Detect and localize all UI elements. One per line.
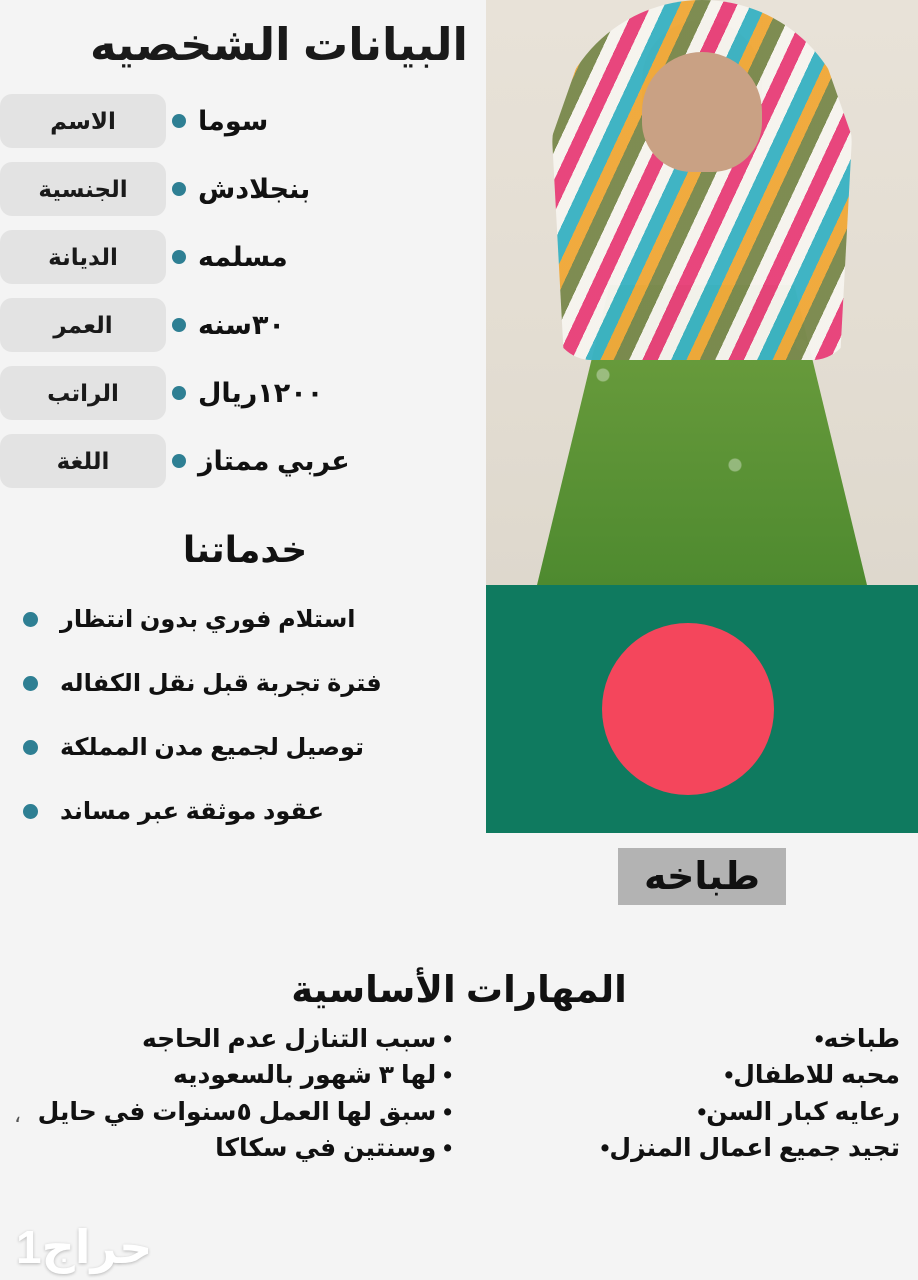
- services-list: [0, 587, 490, 843]
- list-item: رعايه كبار السن•: [697, 1097, 900, 1126]
- field-value-religion: مسلمه: [198, 241, 288, 272]
- skills-column-left: [500, 1021, 900, 1166]
- service-text: فترة تجربة قبل نقل الكفاله: [60, 669, 382, 697]
- personal-fields-list: [0, 87, 490, 495]
- list-item: [0, 651, 490, 715]
- list-item: • وسنتين في سكاكا: [215, 1133, 452, 1162]
- field-label-nationality: الجنسية: [0, 162, 166, 216]
- flag-circle: [602, 623, 774, 795]
- table-row: [0, 291, 490, 359]
- field-label-religion: الديانة: [0, 230, 166, 284]
- bangladesh-flag-icon: [486, 585, 918, 833]
- page-title: البيانات الشخصيه: [89, 19, 468, 70]
- field-value-age: ٣٠سنه: [198, 309, 285, 340]
- field-label-name: الاسم: [0, 94, 166, 148]
- bullet-icon: [172, 454, 186, 468]
- field-label-salary: الراتب: [0, 366, 166, 420]
- bullet-icon: [23, 740, 38, 755]
- table-row: [0, 427, 490, 495]
- personal-info-panel: [0, 0, 490, 960]
- field-label-age: العمر: [0, 298, 166, 352]
- table-row: [0, 87, 490, 155]
- bullet-icon: [23, 676, 38, 691]
- watermark: حراج1: [16, 1221, 153, 1273]
- field-value-nationality: بنجلادش: [198, 173, 311, 204]
- table-row: [0, 223, 490, 291]
- skills-columns: [0, 1011, 918, 1166]
- bullet-icon: [172, 318, 186, 332]
- job-badge-wrap: [486, 848, 918, 905]
- bullet-icon: [172, 386, 186, 400]
- bullet-icon: [23, 612, 38, 627]
- service-text: استلام فوري بدون انتظار: [60, 605, 356, 633]
- bullet-icon: [23, 804, 38, 819]
- field-label-language: اللغة: [0, 434, 166, 488]
- table-row: [0, 155, 490, 223]
- list-item: • سبق لها العمل ٥سنوات في حايل: [37, 1097, 452, 1126]
- list-item: [0, 587, 490, 651]
- list-item: • سبب التنازل عدم الحاجه: [141, 1025, 452, 1053]
- table-row: [0, 359, 490, 427]
- list-item: محبه للاطفال•: [724, 1061, 900, 1090]
- bullet-icon: [172, 250, 186, 264]
- list-item: تجيد جميع اعمال المنزل•: [600, 1133, 900, 1162]
- list-item: • لها ٣ شهور بالسعوديه: [172, 1061, 452, 1090]
- skills-title: المهارات الأساسية: [291, 969, 627, 1010]
- worker-photo: [486, 0, 918, 585]
- services-title: خدماتنا: [182, 529, 308, 570]
- list-item: [0, 715, 490, 779]
- list-item: طباخه•: [814, 1025, 900, 1053]
- list-item: [0, 779, 490, 843]
- field-value-name: سوما: [198, 105, 269, 136]
- bullet-icon: [172, 114, 186, 128]
- service-text: توصيل لجميع مدن المملكة: [60, 733, 364, 761]
- person-face: [642, 52, 762, 172]
- stray-mark: ،: [14, 1102, 22, 1127]
- service-text: عقود موثقة عبر مساند: [60, 797, 325, 825]
- field-value-salary: ١٢٠٠ريال: [198, 377, 324, 408]
- skills-column-right: [18, 1021, 458, 1166]
- status-badge: طباخه: [618, 848, 786, 905]
- bullet-icon: [172, 182, 186, 196]
- field-value-language: عربي ممتاز: [198, 445, 350, 476]
- photo-column: [486, 0, 918, 960]
